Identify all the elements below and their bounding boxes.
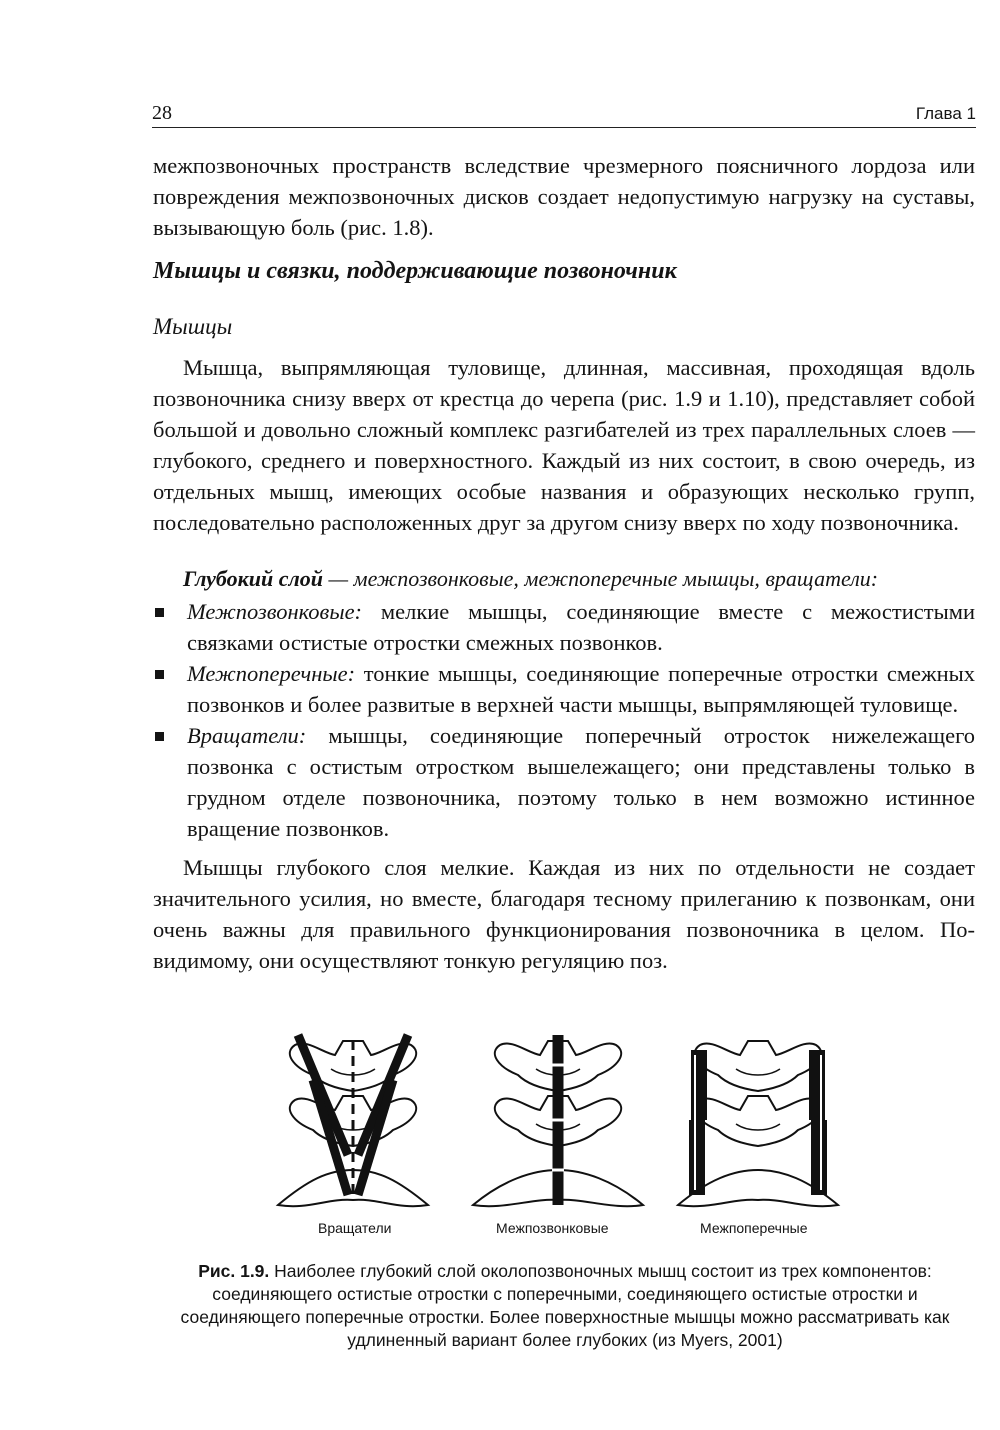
panel-rotators — [278, 1035, 428, 1206]
figure-label-interspinales: Межпозвонковые — [496, 1220, 609, 1236]
paragraph-1: Мышца, выпрямляющая туловище, длинная, массивная, проходящая вдоль позвоночника снизу вверх от крестца до черепа (рис. 1.9 и 1.10), представляет собой большой и довольно сложный комплекс разгибателей из трех параллельных слоев — глубокого, среднего и поверхностного. Каждый из них состоит, в свою очередь, из отдельных мышц, имеющих особые названия и образующих несколько групп, последовательно расположенных друг за другом снизу вверх по ходу позвоночника. — [153, 355, 975, 535]
paragraph-2: Мышцы глубокого слоя мелкие. Каждая из них по отдельности не создает значительного усилия, но вместе, благодаря тесному прилеганию к позвонкам, они очень важны для правильного функционирования позвоночника в целом. По-видимому, они осуществляют тонкую регуляцию поз. — [153, 855, 975, 973]
list-item-text: мышцы, соединяющие поперечный отросток нижележащего позвонка с остистым отростком вышележащего; они представлены только в грудном отделе позвоночника, поэтому только в нем возможно истинное вращение позвонков. — [187, 723, 975, 841]
deep-layer-intro — [183, 566, 975, 592]
list-item-term: Межпоперечные: — [187, 661, 356, 686]
muscle-list — [153, 596, 975, 844]
panel-interspinales — [473, 1035, 643, 1206]
figure-label-rotators: Вращатели — [318, 1220, 392, 1236]
figure-label-intertransversarii: Межпоперечные — [700, 1220, 808, 1236]
list-item-text: мелкие мышцы, соединяющие вместе с межостистыми связками остистые отростки смежных позвонков. — [187, 599, 975, 655]
chapter-label: Глава 1 — [915, 104, 976, 123]
figure-caption — [160, 1260, 970, 1352]
figure-caption-text: Наиболее глубокий слой околопозвоночных мышц состоит из трех компонентов: соединяющего остистые отростки с поперечными, соединяющего остистые отростки и соединяющего поперечные отростки. Более поверхностные мышцы можно рассматривать как удлиненный вариант более глубоких (из Myers, 2001) — [180, 1261, 950, 1350]
bullet-icon — [155, 670, 164, 679]
list-item — [153, 720, 975, 844]
vertebrae-illustration — [268, 1020, 848, 1220]
bullet-icon — [155, 732, 164, 741]
section-heading: Мышцы и связки, поддерживающие позвоночник — [153, 258, 677, 284]
running-header — [152, 100, 976, 130]
list-item-text: тонкие мышцы, соединяющие поперечные отростки смежных позвонков и более развитые в верхней части мышцы, выпрямляющей туловище. — [187, 661, 975, 717]
list-item — [153, 658, 975, 720]
deep-layer-label: Глубокий слой — [183, 566, 323, 591]
figure-1-9 — [268, 1020, 848, 1230]
list-item-term: Вращатели: — [187, 723, 307, 748]
list-item — [153, 596, 975, 658]
bullet-icon — [155, 608, 164, 617]
header-rule — [152, 127, 976, 128]
figure-caption-label: Рис. 1.9. — [198, 1261, 270, 1281]
page-number: 28 — [152, 102, 172, 124]
lead-paragraph: межпозвоночных пространств вследствие чрезмерного поясничного лордоза или повреждения межпозвоночных дисков создает недопустимую нагрузку на суставы, вызывающую боль (рис. 1.8). — [153, 153, 975, 240]
deep-layer-text: — межпозвонковые, межпоперечные мышцы, вращатели: — [322, 566, 879, 591]
panel-intertransversarii — [678, 1041, 838, 1206]
list-item-term: Межпозвонковые: — [187, 599, 363, 624]
subsection-heading: Мышцы — [153, 314, 233, 339]
